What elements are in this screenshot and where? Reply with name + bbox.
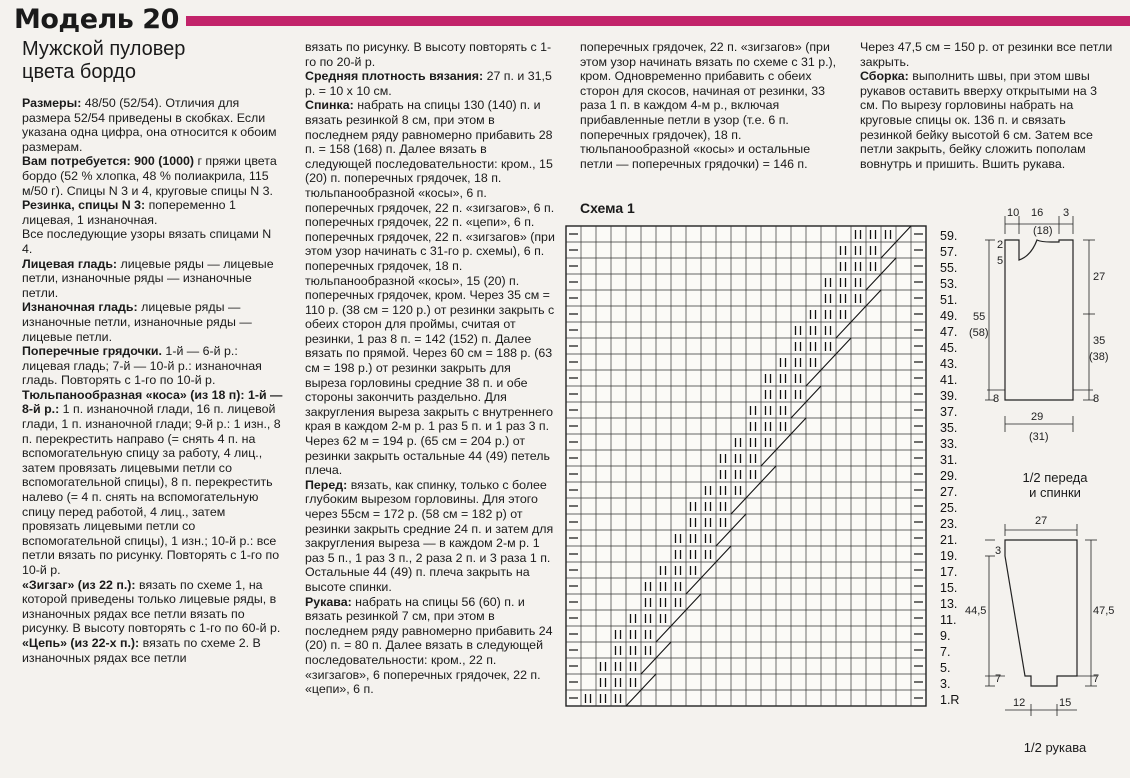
row-label: 29. <box>940 469 958 483</box>
row-label: 39. <box>940 389 958 403</box>
paragraph-text: вязать, как спинку, только с более глубоким вырезом горловины. Для этого через 55см = 172 р. (58 см = 182 р) от резинки закрыть средние 24 п. и затем для закругления выреза — в каждом 2-м р. 1 раз 5 п., 1 раз 3 п., 2 раза 2 п. и 3 раза 1 п. Остальные 44 (49) п. плеча закрыть на высоте спинки. <box>305 477 554 594</box>
paragraph-heading: «Зигзаг» (из 22 п.): <box>22 577 136 592</box>
paragraph <box>305 98 555 477</box>
row-label: 19. <box>940 549 958 563</box>
paragraph <box>22 636 284 665</box>
dim-sleeve-left: 44,5 <box>965 605 987 617</box>
row-label: 9. <box>940 629 951 643</box>
dim-top-c: 3 <box>1063 207 1070 219</box>
pattern-1-caption-line-1: 1/2 переда <box>1022 470 1088 485</box>
pattern-2-caption: 1/2 рукава <box>1023 740 1087 755</box>
paragraph-heading: Резинка, спицы N 3: <box>22 198 146 213</box>
row-label: 3. <box>940 677 951 691</box>
row-label: 13. <box>940 597 958 611</box>
dim-sleeve-right: 47,5 <box>1093 605 1115 617</box>
dim-sleeve-top-left: 3 <box>995 545 1002 557</box>
row-label: 25. <box>940 501 958 515</box>
paragraph <box>860 40 1115 69</box>
dim-bottom: 29 <box>1031 411 1044 423</box>
paragraph <box>305 595 555 697</box>
header-bar <box>186 16 1130 26</box>
paragraph-heading: Сборка: <box>860 69 909 84</box>
paragraph <box>22 257 284 301</box>
paragraph-text: поперечных грядочек, 22 п. «зигзагов» (при этом узор начинать вязать по схеме с 31 р.), кром. Одновременно прибавить с обеих сторон для скосов, начиная от резинки, 33 раза 1 п. в каждом 4-м р., включая прибавленные петли в узор (т.е. 6 п. поперечных грядочек), 18 п. тюльпанообразной «косы» и остальные петли — поперечных грядочки) = 146 п. <box>580 40 837 171</box>
dim-top-b: 16 <box>1031 207 1044 219</box>
row-label: 15. <box>940 581 958 595</box>
subtitle <box>22 38 292 84</box>
dim-sleeve-bot-a: 12 <box>1013 697 1026 709</box>
text-column-2 <box>305 40 555 697</box>
paragraph-heading: Поперечные грядочки. <box>22 344 162 359</box>
subtitle-line-1: Мужской пуловер <box>22 38 186 60</box>
paragraph <box>305 69 555 98</box>
row-label: 31. <box>940 453 958 467</box>
row-label: 23. <box>940 517 958 531</box>
paragraph <box>22 154 284 198</box>
row-label: 59. <box>940 229 958 243</box>
paragraph <box>22 96 284 154</box>
paragraph-text: 1-й — 6-й р.: лицевая гладь; 7-й — 10-й р.: изнаночная гладь. Повторять с 1-го по 10-й р. <box>22 344 262 388</box>
row-label: 43. <box>940 357 958 371</box>
paragraph-text: г пряжи цвета бордо (52 % хлопка, 48 % полиакрила, 115 м/50 г). Спицы N 3 и 4, круговые спицы N 3. <box>22 154 277 198</box>
dim-bottom2: (31) <box>1029 431 1049 443</box>
text-column-4 <box>860 40 1115 171</box>
paragraph <box>305 40 555 69</box>
dim-sleeve-br: 7 <box>1093 673 1100 685</box>
pattern-1-caption <box>1005 470 1105 500</box>
dim-top-a: 10 <box>1007 207 1020 219</box>
paragraph-text: вязать по схеме 1, на которой приведены только лицевые ряды, в изнаночных рядах все петли вязать по рисунку. В высоту повторять с 1-го по 60-й р. <box>22 577 281 636</box>
paragraph <box>860 69 1115 171</box>
schema-1-title: Схема 1 <box>580 200 635 216</box>
row-label: 27. <box>940 485 958 499</box>
row-label: 17. <box>940 565 958 579</box>
paragraph-text: вязать по рисунку. В высоту повторять с 1-го по 20-й р. <box>305 40 552 69</box>
row-label: 57. <box>940 245 958 259</box>
dim-right-lower2: (38) <box>1089 351 1109 363</box>
dim-left-total: 55 <box>973 311 986 323</box>
dim-neck-b: 5 <box>997 255 1004 267</box>
row-label: 55. <box>940 261 958 275</box>
dim-left-total2: (58) <box>969 327 989 339</box>
paragraph-text: набрать на спицы 56 (60) п. и вязать резинкой 7 см, при этом в последнем ряду равномерно прибавить 24 (20) п. = 80 п. Далее вязать в следующей последовательности: кром., 22 п. «зигзагов», 6 поперечных грядочек, 22 п. «цепи», 6 п. <box>305 594 553 697</box>
paragraph-text: 27 п. и 31,5 р. = 10 х 10 см. <box>305 69 552 98</box>
row-label: 21. <box>940 533 958 547</box>
dim-sleeve-bot-b: 15 <box>1059 697 1072 709</box>
paragraph <box>22 344 284 388</box>
text-column-3 <box>580 40 845 171</box>
row-label: 1.R <box>940 693 960 707</box>
dim-sleeve-bl: 7 <box>995 673 1002 685</box>
paragraph-heading: Размеры: <box>22 96 82 110</box>
model-title: Модель 20 <box>14 4 179 35</box>
paragraph-heading: Рукава: <box>305 594 352 609</box>
paragraph <box>22 388 284 578</box>
paragraph-heading: Изнаночная гладь: <box>22 300 138 315</box>
paragraph-heading: Лицевая гладь: <box>22 256 118 271</box>
paragraph <box>22 227 284 256</box>
dim-top-b2: (18) <box>1033 225 1053 237</box>
paragraph-text: Через 47,5 см = 150 р. от резинки все петли закрыть. <box>860 40 1113 69</box>
paragraph-text: вязать по схеме 2. В изнаночных рядах все петли <box>22 635 261 665</box>
paragraph <box>22 300 284 344</box>
paragraph-text: выполнить швы, при этом швы рукавов оставить вверху открытыми на 3 см. По вырезу горловины набрать на круговые спицы ок. 136 п. и связать резинкой бейку высотой 6 см. Затем все петли закрыть, бейку сложить пополам вовнутрь и пришить. Вшить рукава. <box>860 69 1098 171</box>
text-column-1 <box>22 96 284 665</box>
pattern-sleeve <box>965 510 1125 720</box>
row-label: 7. <box>940 645 951 659</box>
paragraph-heading: Средняя плотность вязания: <box>305 69 484 84</box>
dim-neck-a: 2 <box>997 239 1004 251</box>
paragraph-text: лицевые ряды — лицевые петли, изнаночные ряды — изнаночные петли. <box>22 256 274 300</box>
schema-1-chart <box>560 218 980 728</box>
row-label: 37. <box>940 405 958 419</box>
row-label: 47. <box>940 325 958 339</box>
paragraph <box>22 578 284 636</box>
pattern-front-back <box>969 204 1125 444</box>
paragraph <box>305 478 555 595</box>
row-label: 11. <box>940 613 957 627</box>
row-label: 35. <box>940 421 958 435</box>
paragraph-text: 48/50 (52/54). Отличия для размера 52/54 приведены в скобках. Если указана одна цифра, она относится к обоим размерам. <box>22 96 277 154</box>
paragraph-text: Все последующие узоры вязать спицами N 4. <box>22 227 272 256</box>
dim-sleeve-top: 27 <box>1035 515 1048 527</box>
subtitle-line-2: цвета бордо <box>22 61 136 83</box>
paragraph-text: 1 п. изнаночной глади, 16 п. лицевой глади, 1 п. изнаночной глади; 9-й р.: 1 изн., 8 п. перекрестить направо (= снять 4 п. на вспомогательную спицу за работу, 4 лиц., затем провязать лицевыми петли со вспомогательной спицы), 8 п. перекрестить налево (= 4 п. снять на вспомогательную спицу перед работой, 4 лиц., затем провязать лицевыми петли со вспомогательной спицы), 1 изн.; 10-й р.: все петли вязать по рисунку. Повторять с 1-го по 10-й р. <box>22 402 281 577</box>
paragraph-text: набрать на спицы 130 (140) п. и вязать резинкой 8 см, при этом в последнем ряду равномерно прибавить 28 п. = 158 (168) п. Далее вязать в следующей последовательности: кром., 15 (20) п. поперечных грядочек, 18 п. тюльпанообразной «косы», 6 п. поперечных грядочек, 22 п. «зигзагов», 6 п. поперечных грядочек, 22 п. «цепи», 6 п. поперечных грядочек, 22 п. «зигзагов» (при этом узор начинать с 31-го р. схемы), 6 п. поперечных грядочек, 18 п. тюльпанообразной «косы», 15 (20) п. поперечных грядочек, кром. Через 35 см = 110 р. (38 см = 120 р.) от резинки закрыть с обеих сторон для проймы, считая от резинки, 1 раз 8 п. = 142 (152) п. Далее вязать по прямой. Через 60 см = 188 р. (63 см = 198 р.) от резинки закрыть для выреза горловины средние 38 п. и обе стороны закончить раздельно. Для закругления выреза закрыть с внутреннего края в каждом 2-м р. 1 раз 5 п. и 1 раз 3 п. Через 62 м = 194 р. (65 см = 204 р.) от резинки закрыть остальные 44 (49) петель плеча. <box>305 98 555 478</box>
paragraph <box>580 40 845 171</box>
row-label: 51. <box>940 293 958 307</box>
paragraph <box>22 198 284 227</box>
row-label: 45. <box>940 341 958 355</box>
row-label: 41. <box>940 373 958 387</box>
dim-right-bottom: 8 <box>1093 393 1100 405</box>
row-label: 33. <box>940 437 958 451</box>
dim-right-lower: 35 <box>1093 335 1106 347</box>
paragraph-heading: Перед: <box>305 477 348 492</box>
paragraph-heading: «Цепь» (из 22-х п.): <box>22 635 140 650</box>
paragraph-heading: Спинка: <box>305 98 354 113</box>
pattern-1-caption-line-2: и спинки <box>1029 485 1081 500</box>
row-label: 5. <box>940 661 951 675</box>
paragraph-text: попеременно 1 лицевая, 1 изнаночная. <box>22 198 236 227</box>
dim-right-upper: 27 <box>1093 271 1106 283</box>
paragraph-heading: Вам потребуется: 900 (1000) <box>22 154 195 169</box>
row-label: 53. <box>940 277 958 291</box>
row-label: 49. <box>940 309 958 323</box>
paragraph-text: лицевые ряды — изнаночные петли, изнаночные ряды — лицевые петли. <box>22 300 252 344</box>
dim-left-bottom: 8 <box>993 393 1000 405</box>
paragraph-heading: Тюльпанообразная «коса» (из 18 п): 1-й — 8-й р.: <box>22 387 283 417</box>
